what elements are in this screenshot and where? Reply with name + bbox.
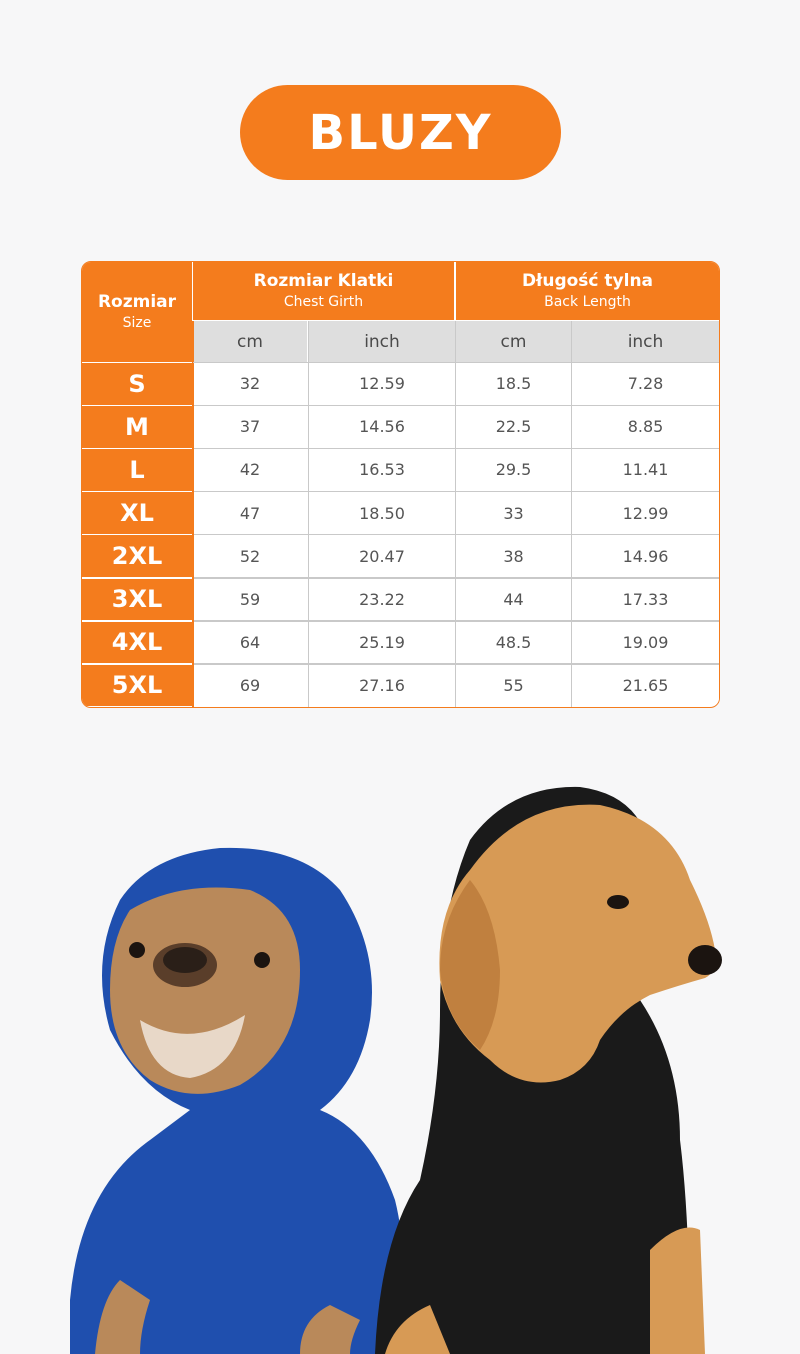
chest-cm-cell: 52 — [193, 535, 307, 577]
size-label-cell: 5XL — [82, 665, 192, 707]
size-row-divider — [82, 620, 192, 622]
chest-header-main: Rozmiar Klatki — [253, 271, 394, 291]
chest-inch-cell: 20.47 — [309, 535, 455, 577]
size-label-cell: M — [82, 406, 192, 448]
column-divider — [571, 321, 573, 707]
chest-inch-cell: 23.22 — [309, 579, 455, 621]
units-divider — [193, 362, 719, 364]
row-divider — [193, 577, 719, 579]
dogs-in-hoodies-photo — [0, 760, 800, 1354]
back-inch-cell: 8.85 — [572, 406, 719, 448]
back-header-sub: Back Length — [544, 294, 631, 310]
size-row-divider — [82, 663, 192, 665]
row-divider — [193, 448, 719, 450]
chest-inch-cell: 12.59 — [309, 363, 455, 405]
unit-chest-inch: inch — [309, 321, 455, 362]
size-row-divider — [82, 577, 192, 579]
row-divider — [193, 620, 719, 622]
size-header-sub: Size — [122, 315, 152, 331]
chest-cm-cell: 64 — [193, 622, 307, 664]
back-cm-cell: 38 — [456, 535, 571, 577]
column-divider — [455, 321, 457, 707]
back-length-header — [456, 262, 719, 320]
chest-cm-cell: 37 — [193, 406, 307, 448]
size-row-divider — [82, 448, 192, 450]
back-cm-cell: 22.5 — [456, 406, 571, 448]
size-header-main: Rozmiar — [97, 292, 177, 312]
row-divider — [193, 491, 719, 493]
column-divider — [192, 321, 194, 707]
back-inch-cell: 7.28 — [572, 363, 719, 405]
back-cm-cell: 18.5 — [456, 363, 571, 405]
size-column-header — [82, 262, 192, 362]
back-cm-cell: 44 — [456, 579, 571, 621]
size-label-cell: 3XL — [82, 579, 192, 621]
size-label-cell: 2XL — [82, 535, 192, 577]
page-title: BLUZY — [308, 104, 493, 161]
back-inch-cell: 14.96 — [572, 535, 719, 577]
column-divider — [308, 321, 310, 707]
back-inch-cell: 21.65 — [572, 665, 719, 707]
size-row-divider — [82, 405, 192, 407]
chest-inch-cell: 14.56 — [309, 406, 455, 448]
size-label-cell: S — [82, 363, 192, 405]
chest-cm-cell: 47 — [193, 492, 307, 534]
chest-girth-header — [193, 262, 454, 320]
size-label-cell: L — [82, 449, 192, 491]
size-label-cell: 4XL — [82, 622, 192, 664]
chest-header-sub: Chest Girth — [283, 294, 364, 310]
unit-back-inch: inch — [572, 321, 719, 362]
chest-cm-cell: 42 — [193, 449, 307, 491]
header-divider — [455, 262, 457, 320]
size-chart-table — [81, 261, 720, 708]
french-bulldog-blue-hoodie — [70, 848, 404, 1354]
back-cm-cell: 29.5 — [456, 449, 571, 491]
size-row-divider — [82, 534, 192, 536]
back-inch-cell: 19.09 — [572, 622, 719, 664]
title-badge — [240, 85, 561, 180]
size-row-divider — [82, 491, 192, 493]
chest-cm-cell: 59 — [193, 579, 307, 621]
back-inch-cell: 11.41 — [572, 449, 719, 491]
back-cm-cell: 33 — [456, 492, 571, 534]
row-divider — [193, 663, 719, 665]
back-cm-cell: 48.5 — [456, 622, 571, 664]
row-divider — [193, 405, 719, 407]
unit-chest-cm: cm — [193, 321, 307, 362]
size-label-cell: XL — [82, 492, 192, 534]
chest-cm-cell: 32 — [193, 363, 307, 405]
back-header-main: Długość tylna — [521, 271, 654, 291]
chest-inch-cell: 16.53 — [309, 449, 455, 491]
chest-inch-cell: 25.19 — [309, 622, 455, 664]
chest-inch-cell: 27.16 — [309, 665, 455, 707]
unit-back-cm: cm — [456, 321, 571, 362]
row-divider — [193, 534, 719, 536]
golden-retriever-black-hoodie — [375, 787, 722, 1354]
back-cm-cell: 55 — [456, 665, 571, 707]
back-inch-cell: 12.99 — [572, 492, 719, 534]
chest-cm-cell: 69 — [193, 665, 307, 707]
back-inch-cell: 17.33 — [572, 579, 719, 621]
chest-inch-cell: 18.50 — [309, 492, 455, 534]
